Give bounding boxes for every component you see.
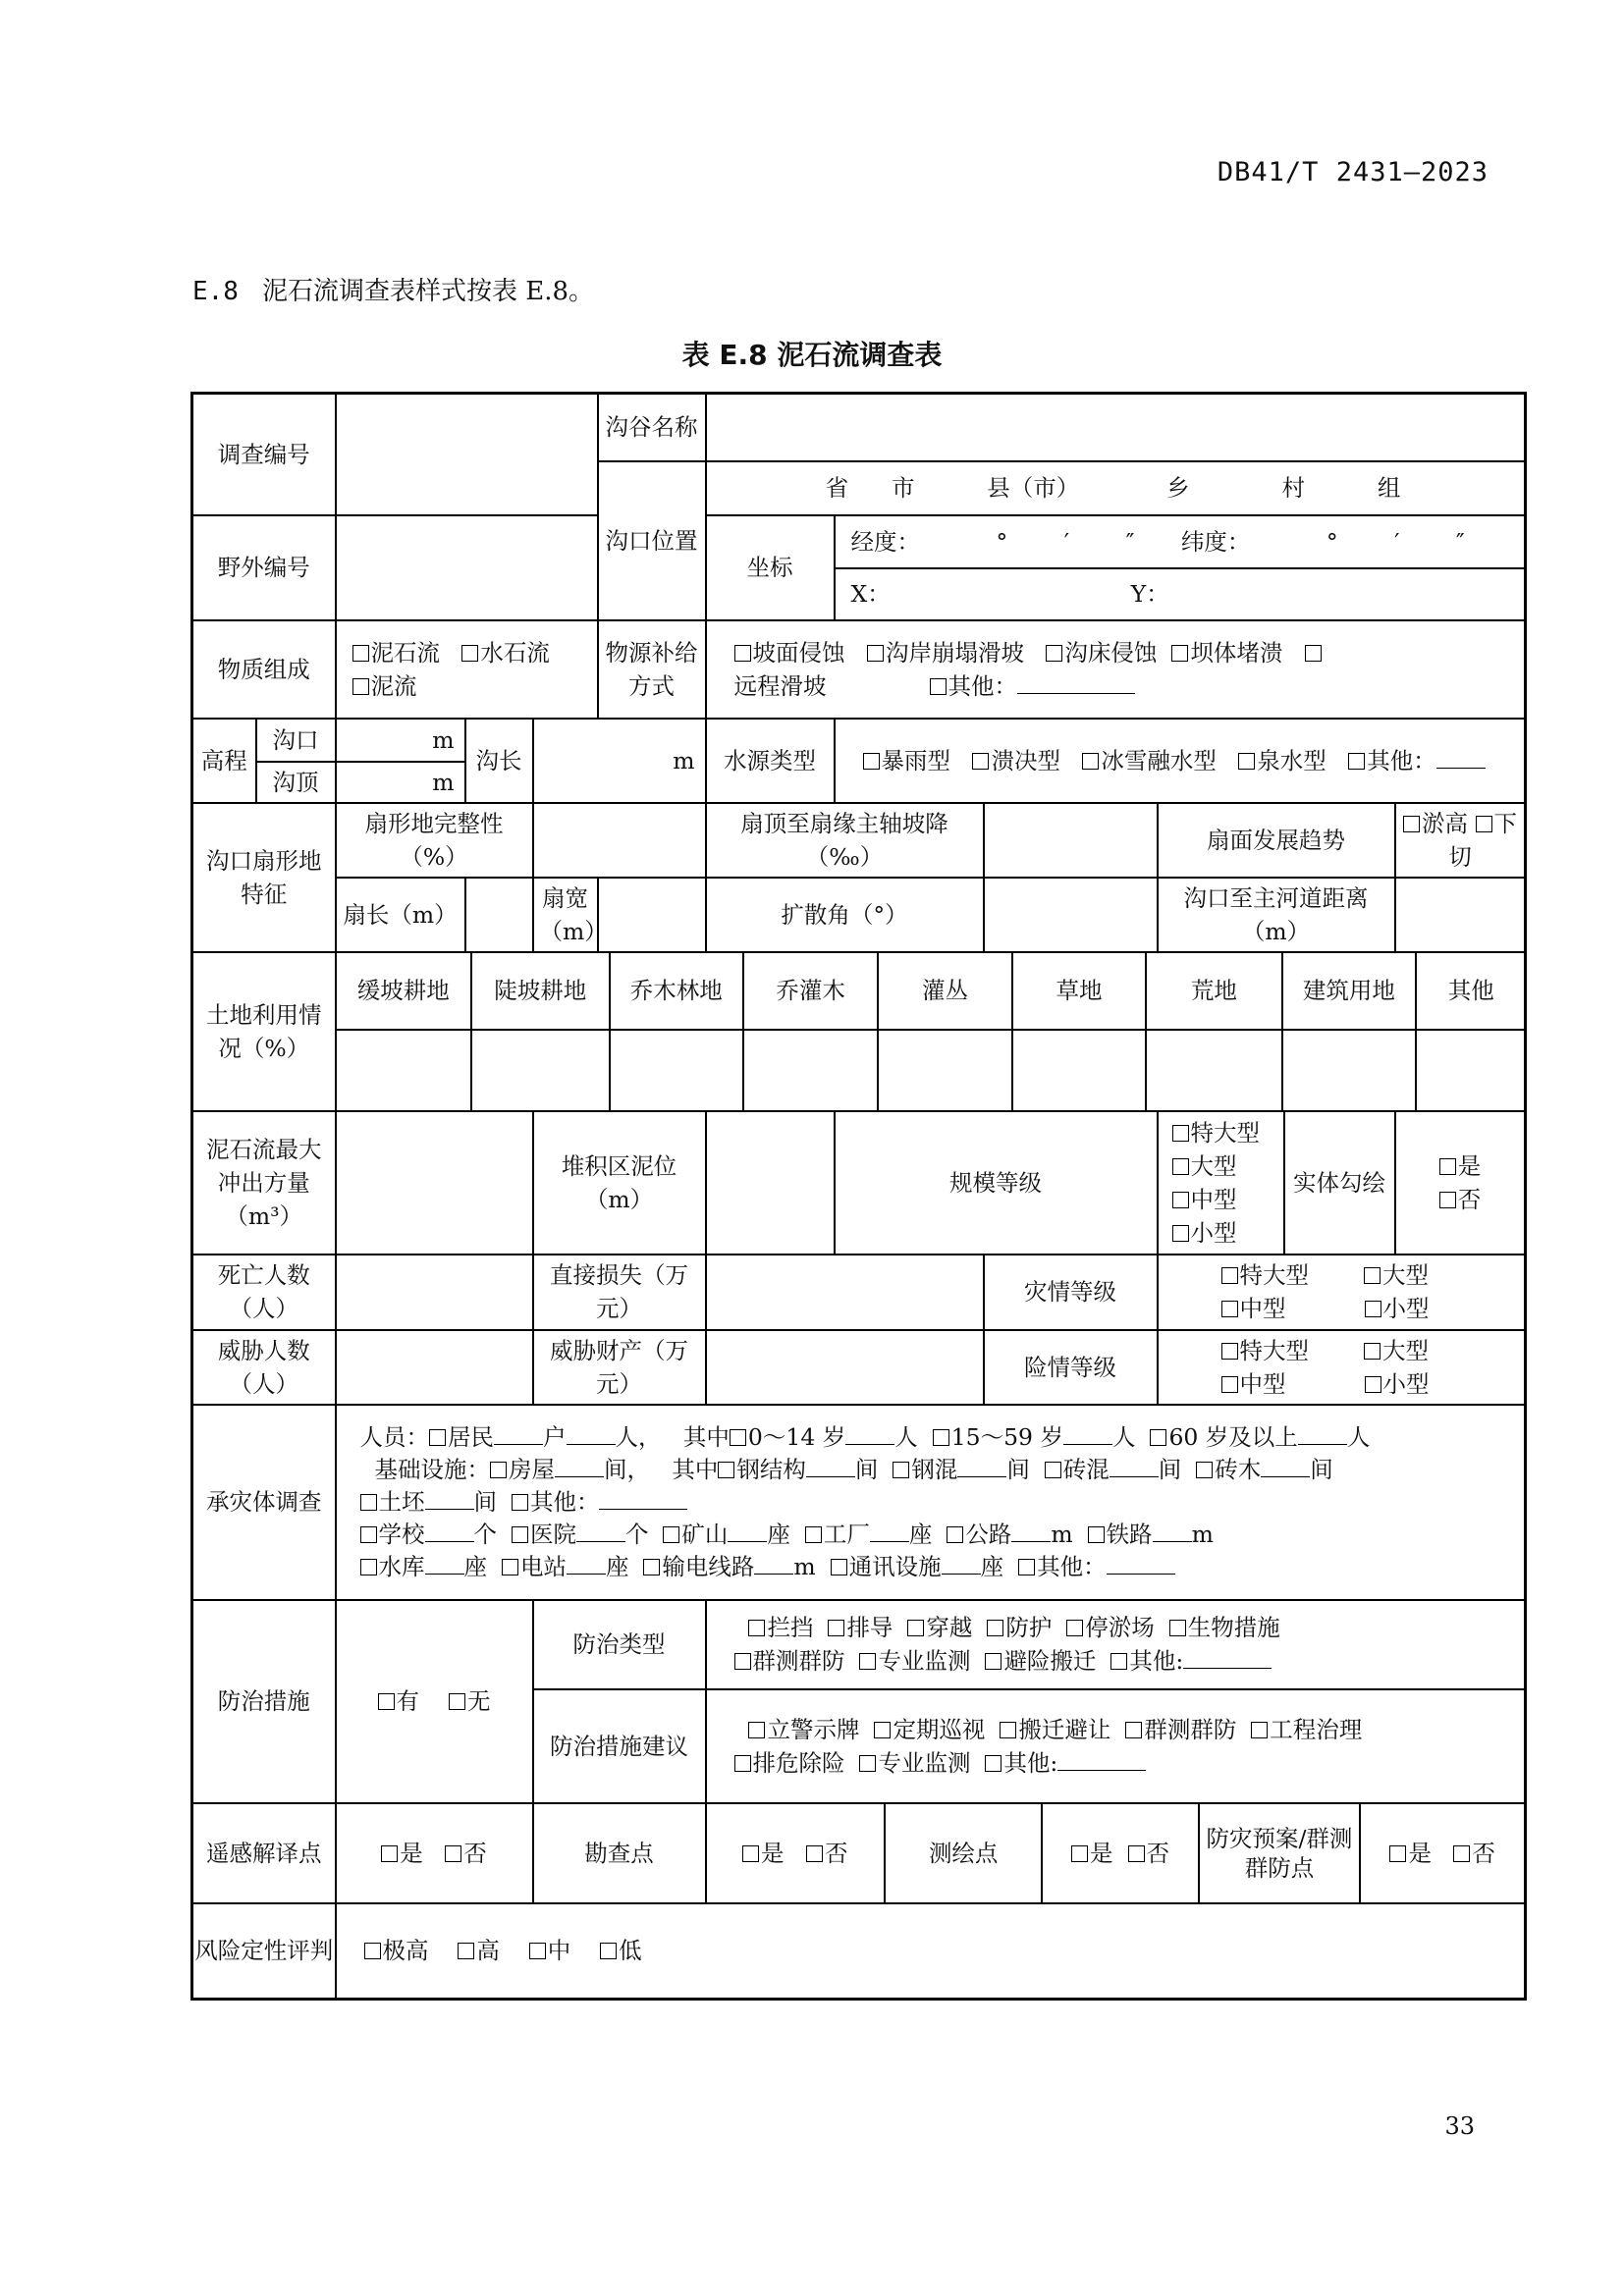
sketch-yes-checkbox[interactable]: 是 — [1439, 1152, 1482, 1180]
disaster-grade-options: 特大型 大型 中型 小型 — [1158, 1255, 1526, 1330]
risk-very-high-checkbox[interactable]: 极高 — [364, 1937, 429, 1964]
measure-advice-label: 防治措施建议 — [533, 1689, 706, 1803]
points-grid — [707, 1804, 1525, 1902]
risk-medium-checkbox[interactable]: 中 — [529, 1937, 571, 1964]
max-flush-label: 泥石流最大冲出方量（m³） — [192, 1111, 336, 1255]
measure-type-label: 防治类型 — [533, 1600, 706, 1689]
source-bed-checkbox[interactable]: 沟床侵蚀 — [1046, 639, 1157, 667]
land-col-gentle: 缓坡耕地 — [337, 953, 471, 1030]
spread-angle-label: 扩散角（°） — [706, 878, 984, 952]
risk-options — [336, 1903, 1526, 2000]
survey-point-options: 是 否 — [707, 1804, 885, 1902]
land-value[interactable] — [1012, 1030, 1146, 1110]
elevation-top-label: 沟顶 — [256, 762, 336, 803]
fan-width-label: 扇宽（m） — [533, 878, 598, 952]
prevention-plan-label: 防灾预案/群测群防点 — [1199, 1804, 1361, 1902]
water-snow-checkbox[interactable]: 冰雪融水型 — [1082, 747, 1217, 774]
threatened-label: 威胁人数（人） — [192, 1330, 336, 1405]
length-label: 沟长 — [465, 719, 533, 803]
land-value[interactable] — [337, 1030, 471, 1110]
source-remote-checkbox[interactable]: 远程滑坡 — [733, 671, 827, 700]
admin-location: 省 市 县（市） 乡 村 组 — [706, 461, 1526, 515]
prevention-plan-options: 是 否 — [1360, 1804, 1524, 1902]
land-col-forest: 乔木林地 — [610, 953, 743, 1030]
measures-have-checkbox[interactable]: 有 — [378, 1687, 420, 1715]
measures-options — [336, 1600, 533, 1803]
land-col-shrub: 灌丛 — [878, 953, 1011, 1030]
water-rain-checkbox[interactable]: 暴雨型 — [863, 747, 951, 774]
field-no-value[interactable] — [336, 515, 598, 620]
water-other-checkbox[interactable]: 其他： — [1348, 747, 1486, 774]
survey-point-label: 勘查点 — [533, 1803, 706, 1903]
material-debris-checkbox[interactable]: 泥石流 — [352, 639, 441, 667]
fan-slope-value[interactable] — [984, 803, 1158, 878]
land-value[interactable] — [471, 1030, 610, 1110]
section-text: 泥石流调查表样式按表 E.8。 — [261, 277, 595, 306]
fan-trend-options — [1395, 803, 1526, 878]
mouth-position-label: 沟口位置 — [598, 461, 706, 620]
deposit-label: 堆积区泥位（m） — [533, 1111, 706, 1255]
threat-property-label: 威胁财产（万元） — [533, 1330, 706, 1405]
source-options — [706, 620, 1526, 719]
sketch-label: 实体勾绘 — [1284, 1111, 1395, 1255]
survey-no-value[interactable] — [336, 394, 598, 515]
trend-cutting-checkbox[interactable]: 下切 — [1448, 809, 1518, 871]
debris-flow-survey-table — [190, 392, 1527, 2001]
land-value[interactable] — [1416, 1030, 1525, 1110]
source-slope-checkbox[interactable]: 坡面侵蚀 — [734, 639, 845, 667]
measure-type-options: 拦挡 排导 穿越 防护 停淤场 生物措施 群测群防 专业监测 避险搬迁 其他: — [706, 1600, 1526, 1689]
material-mud-checkbox[interactable]: 泥流 — [352, 672, 417, 700]
land-value[interactable] — [610, 1030, 743, 1110]
distance-value[interactable] — [1395, 878, 1526, 952]
remote-options: 是 否 — [336, 1803, 533, 1903]
remote-label: 遥感解译点 — [192, 1803, 336, 1903]
water-spring-checkbox[interactable]: 泉水型 — [1238, 747, 1326, 774]
mapping-point-label: 测绘点 — [885, 1804, 1042, 1902]
sketch-options — [1395, 1111, 1526, 1255]
xy-row: X： Y： — [835, 568, 1526, 620]
max-flush-value[interactable] — [336, 1111, 533, 1255]
land-value[interactable] — [1282, 1030, 1416, 1110]
land-value[interactable] — [743, 1030, 878, 1110]
threat-property-value[interactable] — [706, 1330, 984, 1405]
survey-no-label: 调查编号 — [192, 394, 336, 515]
material-options — [336, 620, 598, 719]
distance-label: 沟口至主河道距离（m） — [1158, 878, 1395, 952]
fan-slope-label: 扇顶至扇缘主轴坡降（‰） — [706, 803, 984, 878]
water-burst-checkbox[interactable]: 溃决型 — [972, 747, 1060, 774]
bearing-label: 承灾体调查 — [192, 1405, 336, 1600]
water-options — [835, 719, 1526, 803]
land-col-tree-shrub: 乔灌木 — [743, 953, 878, 1030]
land-use-grid — [337, 953, 1526, 1110]
scale-huge-checkbox[interactable]: 特大型 — [1172, 1119, 1261, 1147]
lon-lat-row: 经度： ° ′ ″ 纬度： ° ′ ″ — [835, 515, 1526, 568]
water-type-label: 水源类型 — [706, 719, 835, 803]
fan-features-label: 沟口扇形地特征 — [192, 803, 336, 952]
elevation-label: 高程 — [192, 719, 256, 803]
fan-trend-label: 扇面发展趋势 — [1158, 803, 1395, 878]
valley-name-label: 沟谷名称 — [598, 394, 706, 461]
bearing-content: 人员： 居民 户 人， 其中 0～14 岁 人 15～59 岁 人 60 岁及以上 人 基础设施： 房屋 间， 其中 钢结构 间 钢混 间 砖混 间 砖木 间 土坯 间 其他： 学校 个 医院 个 矿山 座 工厂 座 公路 m 铁路 m 水库 座 电站 座 输电线路 m 通讯设施 座 其他： — [336, 1405, 1526, 1600]
scale-medium-checkbox[interactable]: 中型 — [1172, 1186, 1237, 1213]
risk-high-checkbox[interactable]: 高 — [458, 1937, 500, 1964]
fan-length-label: 扇长（m） — [336, 878, 465, 952]
field-no-label: 野外编号 — [192, 515, 336, 620]
measure-advice-options: 立警示牌 定期巡视 搬迁避让 群测群防 工程治理 排危除险 专业监测 其他: — [706, 1689, 1526, 1803]
table-caption: 表 E.8 泥石流调查表 — [681, 339, 943, 371]
section-heading — [192, 271, 594, 307]
elevation-mouth-value[interactable]: m — [336, 719, 465, 762]
mapping-point-options: 是 否 — [1042, 1804, 1198, 1902]
fan-length-value[interactable] — [465, 878, 533, 952]
section-number: E.8 — [192, 277, 239, 306]
fan-integrity-label: 扇形地完整性（%） — [336, 803, 533, 878]
measures-label: 防治措施 — [192, 1600, 336, 1803]
trend-silting-checkbox[interactable]: 淤高 — [1403, 810, 1468, 837]
direct-loss-value[interactable] — [706, 1255, 984, 1330]
danger-grade-options: 特大型 大型 中型 小型 — [1158, 1330, 1526, 1405]
fan-integrity-value[interactable] — [533, 803, 706, 878]
risk-label: 风险定性评判 — [192, 1903, 336, 2000]
material-waterstone-checkbox[interactable]: 水石流 — [461, 639, 550, 667]
land-col-other: 其他 — [1416, 953, 1525, 1030]
elevation-mouth-label: 沟口 — [256, 719, 336, 762]
deposit-value[interactable] — [706, 1111, 835, 1255]
land-value[interactable] — [878, 1030, 1011, 1110]
risk-low-checkbox[interactable]: 低 — [600, 1937, 642, 1964]
scale-grade-label: 规模等级 — [835, 1111, 1158, 1255]
scale-small-checkbox[interactable]: 小型 — [1172, 1219, 1237, 1247]
danger-grade-label: 险情等级 — [984, 1330, 1158, 1405]
land-col-steep: 陡坡耕地 — [471, 953, 610, 1030]
sketch-no-checkbox[interactable]: 否 — [1439, 1186, 1482, 1213]
scale-options — [1158, 1111, 1284, 1255]
source-bank-checkbox[interactable]: 沟岸崩塌滑坡 — [867, 639, 1024, 667]
deaths-value[interactable] — [336, 1255, 533, 1330]
land-col-building: 建筑用地 — [1282, 953, 1416, 1030]
source-mode-label: 物源补给方式 — [598, 620, 706, 719]
standard-code: DB41/T 2431—2023 — [1217, 157, 1489, 187]
direct-loss-label: 直接损失（万元） — [533, 1255, 706, 1330]
scale-large-checkbox[interactable]: 大型 — [1172, 1152, 1237, 1180]
source-other-checkbox[interactable]: 其他： — [930, 672, 1136, 700]
disaster-grade-label: 灾情等级 — [984, 1255, 1158, 1330]
elevation-top-value[interactable]: m — [336, 762, 465, 803]
coordinates-label: 坐标 — [706, 515, 835, 620]
length-value[interactable]: m — [533, 719, 706, 803]
land-col-waste: 荒地 — [1146, 953, 1281, 1030]
fan-width-value[interactable] — [598, 878, 706, 952]
material-label: 物质组成 — [192, 620, 336, 719]
source-dam-checkbox[interactable]: 坝体堵溃 — [1171, 639, 1282, 667]
measures-none-checkbox[interactable]: 无 — [449, 1687, 491, 1715]
deaths-label: 死亡人数（人） — [192, 1255, 336, 1330]
spread-angle-value[interactable] — [984, 878, 1158, 952]
land-use-label: 土地利用情况（%） — [192, 952, 336, 1111]
threatened-value[interactable] — [336, 1330, 533, 1405]
valley-name-value[interactable] — [706, 394, 1526, 461]
land-value[interactable] — [1146, 1030, 1281, 1110]
page-number: 33 — [1444, 2112, 1475, 2140]
land-col-grass: 草地 — [1012, 953, 1146, 1030]
